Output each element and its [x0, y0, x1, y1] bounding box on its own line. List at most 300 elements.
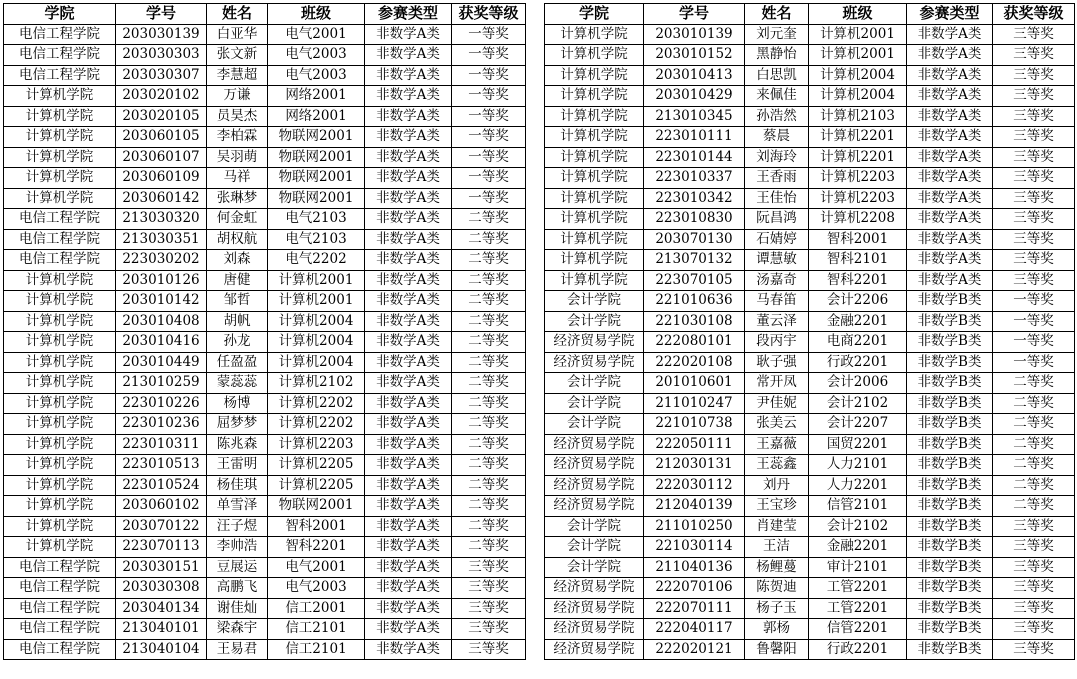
cell-name: 任盈盈 — [207, 352, 268, 373]
cell-name: 董云泽 — [745, 311, 809, 332]
cell-name: 鲁馨阳 — [745, 639, 809, 660]
cell-contest-type: 非数学A类 — [365, 516, 452, 537]
table-row — [4, 352, 526, 373]
cell-contest-type: 非数学A类 — [365, 373, 452, 394]
cell-name: 谢佳灿 — [207, 598, 268, 619]
cell-award-level: 三等奖 — [993, 65, 1075, 86]
cell-class: 会计2006 — [809, 373, 907, 394]
table-row — [545, 188, 1075, 209]
cell-class: 物联网2001 — [268, 496, 365, 517]
cell-award-level: 三等奖 — [993, 168, 1075, 189]
cell-name: 王雷明 — [207, 455, 268, 476]
cell-award-level: 一等奖 — [452, 147, 526, 168]
cell-contest-type: 非数学B类 — [907, 598, 993, 619]
cell-contest-type: 非数学A类 — [365, 578, 452, 599]
cell-college: 经济贸易学院 — [545, 598, 644, 619]
table-row — [4, 393, 526, 414]
cell-college: 计算机学院 — [545, 270, 644, 291]
cell-class: 计算机2004 — [268, 352, 365, 373]
header-award-level: 获奖等级 — [993, 4, 1075, 25]
cell-college: 会计学院 — [545, 311, 644, 332]
cell-name: 杨鲤蔓 — [745, 557, 809, 578]
cell-contest-type: 非数学A类 — [365, 250, 452, 271]
cell-college: 会计学院 — [545, 537, 644, 558]
cell-college: 计算机学院 — [545, 147, 644, 168]
cell-class: 计算机2205 — [268, 455, 365, 476]
award-table-left — [3, 3, 526, 660]
cell-award-level: 三等奖 — [993, 250, 1075, 271]
cell-class: 会计2102 — [809, 393, 907, 414]
cell-award-level: 三等奖 — [993, 578, 1075, 599]
cell-contest-type: 非数学A类 — [907, 24, 993, 45]
cell-student-id: 223010236 — [116, 414, 207, 435]
cell-student-id: 203070122 — [116, 516, 207, 537]
cell-class: 电气2202 — [268, 250, 365, 271]
table-row — [4, 434, 526, 455]
cell-student-id: 221010738 — [644, 414, 745, 435]
cell-award-level: 一等奖 — [452, 86, 526, 107]
cell-award-level: 三等奖 — [993, 188, 1075, 209]
cell-college: 经济贸易学院 — [545, 455, 644, 476]
cell-college: 电信工程学院 — [4, 557, 116, 578]
cell-contest-type: 非数学A类 — [365, 106, 452, 127]
table-row — [545, 291, 1075, 312]
cell-student-id: 213070132 — [644, 250, 745, 271]
header-college: 学院 — [4, 4, 116, 25]
cell-class: 电气2003 — [268, 45, 365, 66]
cell-student-id: 222050111 — [644, 434, 745, 455]
cell-contest-type: 非数学B类 — [907, 537, 993, 558]
cell-student-id: 203010449 — [116, 352, 207, 373]
cell-class: 计算机2203 — [268, 434, 365, 455]
cell-class: 电气2001 — [268, 24, 365, 45]
table-row — [545, 537, 1075, 558]
cell-class: 计算机2201 — [809, 147, 907, 168]
cell-award-level: 二等奖 — [452, 393, 526, 414]
table-row — [4, 578, 526, 599]
cell-contest-type: 非数学A类 — [365, 24, 452, 45]
cell-name: 高鹏飞 — [207, 578, 268, 599]
cell-student-id: 221030114 — [644, 537, 745, 558]
cell-college: 计算机学院 — [545, 188, 644, 209]
cell-class: 人力2101 — [809, 455, 907, 476]
table-row — [545, 229, 1075, 250]
cell-student-id: 203030303 — [116, 45, 207, 66]
cell-student-id: 223010111 — [644, 127, 745, 148]
cell-student-id: 223010830 — [644, 209, 745, 230]
cell-class: 物联网2001 — [268, 168, 365, 189]
cell-student-id: 211010247 — [644, 393, 745, 414]
table-row — [4, 414, 526, 435]
cell-student-id: 203070130 — [644, 229, 745, 250]
table-row — [545, 209, 1075, 230]
cell-award-level: 一等奖 — [452, 24, 526, 45]
cell-student-id: 223010524 — [116, 475, 207, 496]
table-row — [545, 311, 1075, 332]
table-row — [545, 373, 1075, 394]
cell-student-id: 213010259 — [116, 373, 207, 394]
cell-class: 计算机2001 — [809, 45, 907, 66]
cell-contest-type: 非数学A类 — [365, 598, 452, 619]
cell-award-level: 三等奖 — [993, 557, 1075, 578]
cell-college: 计算机学院 — [4, 414, 116, 435]
cell-contest-type: 非数学A类 — [365, 639, 452, 660]
header-class: 班级 — [268, 4, 365, 25]
cell-name: 陈兆森 — [207, 434, 268, 455]
cell-student-id: 203030139 — [116, 24, 207, 45]
table-row — [4, 475, 526, 496]
cell-class: 审计2101 — [809, 557, 907, 578]
cell-award-level: 一等奖 — [452, 127, 526, 148]
table-row — [4, 516, 526, 537]
cell-award-level: 二等奖 — [993, 393, 1075, 414]
header-row — [4, 4, 526, 25]
cell-award-level: 二等奖 — [452, 250, 526, 271]
cell-name: 何金虹 — [207, 209, 268, 230]
cell-award-level: 一等奖 — [993, 352, 1075, 373]
cell-award-level: 三等奖 — [452, 639, 526, 660]
table-row — [545, 414, 1075, 435]
cell-contest-type: 非数学A类 — [365, 270, 452, 291]
cell-college: 计算机学院 — [545, 209, 644, 230]
table-row — [4, 332, 526, 353]
cell-class: 网络2001 — [268, 86, 365, 107]
header-name: 姓名 — [207, 4, 268, 25]
cell-name: 员昊杰 — [207, 106, 268, 127]
cell-award-level: 一等奖 — [993, 332, 1075, 353]
cell-class: 智科2001 — [268, 516, 365, 537]
header-contest-type: 参赛类型 — [907, 4, 993, 25]
cell-class: 计算机2001 — [268, 291, 365, 312]
cell-contest-type: 非数学B类 — [907, 619, 993, 640]
cell-college: 计算机学院 — [545, 168, 644, 189]
cell-award-level: 三等奖 — [993, 598, 1075, 619]
cell-award-level: 二等奖 — [452, 414, 526, 435]
cell-student-id: 213030320 — [116, 209, 207, 230]
cell-college: 会计学院 — [545, 291, 644, 312]
cell-name: 常开凤 — [745, 373, 809, 394]
cell-college: 计算机学院 — [4, 393, 116, 414]
cell-class: 计算机2001 — [268, 270, 365, 291]
cell-name: 王蕊鑫 — [745, 455, 809, 476]
cell-class: 计算机2202 — [268, 414, 365, 435]
table-row — [545, 250, 1075, 271]
cell-college: 计算机学院 — [4, 311, 116, 332]
cell-contest-type: 非数学A类 — [365, 557, 452, 578]
cell-name: 白思凯 — [745, 65, 809, 86]
cell-student-id: 223010337 — [644, 168, 745, 189]
cell-class: 会计2207 — [809, 414, 907, 435]
cell-contest-type: 非数学B类 — [907, 639, 993, 660]
table-row — [4, 619, 526, 640]
table-row — [545, 434, 1075, 455]
cell-college: 电信工程学院 — [4, 65, 116, 86]
cell-student-id: 203010152 — [644, 45, 745, 66]
cell-student-id: 201010601 — [644, 373, 745, 394]
cell-class: 信工2001 — [268, 598, 365, 619]
header-student-id: 学号 — [644, 4, 745, 25]
cell-name: 梁森宇 — [207, 619, 268, 640]
cell-class: 信管2201 — [809, 619, 907, 640]
cell-student-id: 203010142 — [116, 291, 207, 312]
cell-student-id: 211010250 — [644, 516, 745, 537]
table-row — [545, 45, 1075, 66]
cell-name: 孙龙 — [207, 332, 268, 353]
cell-contest-type: 非数学A类 — [907, 250, 993, 271]
cell-name: 耿子强 — [745, 352, 809, 373]
table-row — [4, 496, 526, 517]
cell-class: 金融2201 — [809, 311, 907, 332]
cell-college: 计算机学院 — [545, 45, 644, 66]
cell-name: 刘森 — [207, 250, 268, 271]
cell-name: 王佳怡 — [745, 188, 809, 209]
table-row — [545, 332, 1075, 353]
cell-college: 会计学院 — [545, 557, 644, 578]
cell-student-id: 203020105 — [116, 106, 207, 127]
cell-contest-type: 非数学A类 — [365, 168, 452, 189]
cell-name: 谭慧敏 — [745, 250, 809, 271]
cell-college: 计算机学院 — [4, 291, 116, 312]
cell-contest-type: 非数学B类 — [907, 291, 993, 312]
table-row — [4, 373, 526, 394]
cell-name: 单雪泽 — [207, 496, 268, 517]
cell-award-level: 二等奖 — [452, 373, 526, 394]
cell-class: 人力2201 — [809, 475, 907, 496]
header-college: 学院 — [545, 4, 644, 25]
table-row — [4, 311, 526, 332]
cell-college: 经济贸易学院 — [545, 639, 644, 660]
cell-college: 计算机学院 — [4, 86, 116, 107]
cell-class: 计算机2004 — [809, 65, 907, 86]
table-row — [545, 598, 1075, 619]
cell-contest-type: 非数学A类 — [365, 127, 452, 148]
cell-class: 计算机2201 — [809, 127, 907, 148]
cell-award-level: 三等奖 — [993, 639, 1075, 660]
table-row — [545, 393, 1075, 414]
cell-name: 张文新 — [207, 45, 268, 66]
cell-award-level: 二等奖 — [452, 209, 526, 230]
cell-student-id: 203010408 — [116, 311, 207, 332]
table-row — [4, 270, 526, 291]
cell-class: 计算机2203 — [809, 188, 907, 209]
header-student-id: 学号 — [116, 4, 207, 25]
cell-contest-type: 非数学A类 — [365, 45, 452, 66]
cell-contest-type: 非数学B类 — [907, 516, 993, 537]
cell-student-id: 223070105 — [644, 270, 745, 291]
cell-contest-type: 非数学A类 — [365, 496, 452, 517]
cell-student-id: 223010226 — [116, 393, 207, 414]
cell-name: 马祥 — [207, 168, 268, 189]
cell-contest-type: 非数学B类 — [907, 475, 993, 496]
table-row — [545, 106, 1075, 127]
header-award-level: 获奖等级 — [452, 4, 526, 25]
table-row — [545, 127, 1075, 148]
cell-college: 电信工程学院 — [4, 209, 116, 230]
table-row — [545, 496, 1075, 517]
table-row — [4, 250, 526, 271]
cell-class: 计算机2102 — [268, 373, 365, 394]
cell-class: 电气2103 — [268, 209, 365, 230]
cell-student-id: 222040117 — [644, 619, 745, 640]
cell-award-level: 二等奖 — [452, 455, 526, 476]
cell-class: 计算机2001 — [809, 24, 907, 45]
cell-contest-type: 非数学B类 — [907, 393, 993, 414]
cell-college: 经济贸易学院 — [545, 332, 644, 353]
cell-class: 计算机2004 — [268, 311, 365, 332]
table-row — [545, 516, 1075, 537]
cell-award-level: 三等奖 — [993, 147, 1075, 168]
cell-class: 计算机2208 — [809, 209, 907, 230]
cell-college: 经济贸易学院 — [545, 578, 644, 599]
cell-name: 肖建莹 — [745, 516, 809, 537]
cell-name: 王宝珍 — [745, 496, 809, 517]
cell-name: 王嘉薇 — [745, 434, 809, 455]
cell-award-level: 三等奖 — [993, 537, 1075, 558]
cell-class: 工管2201 — [809, 578, 907, 599]
cell-college: 电信工程学院 — [4, 24, 116, 45]
table-row — [4, 147, 526, 168]
table-row — [545, 475, 1075, 496]
cell-college: 电信工程学院 — [4, 229, 116, 250]
cell-award-level: 三等奖 — [993, 270, 1075, 291]
cell-student-id: 222020121 — [644, 639, 745, 660]
cell-class: 计算机2103 — [809, 106, 907, 127]
table-row — [545, 147, 1075, 168]
cell-name: 杨博 — [207, 393, 268, 414]
cell-award-level: 三等奖 — [993, 209, 1075, 230]
cell-class: 智科2001 — [809, 229, 907, 250]
table-row — [4, 86, 526, 107]
cell-award-level: 三等奖 — [993, 45, 1075, 66]
cell-student-id: 213040104 — [116, 639, 207, 660]
cell-contest-type: 非数学B类 — [907, 373, 993, 394]
cell-student-id: 203060105 — [116, 127, 207, 148]
cell-college: 电信工程学院 — [4, 250, 116, 271]
cell-contest-type: 非数学A类 — [365, 291, 452, 312]
cell-student-id: 203010413 — [644, 65, 745, 86]
cell-college: 电信工程学院 — [4, 639, 116, 660]
cell-class: 会计2102 — [809, 516, 907, 537]
cell-contest-type: 非数学A类 — [365, 475, 452, 496]
cell-contest-type: 非数学A类 — [907, 229, 993, 250]
cell-award-level: 一等奖 — [993, 291, 1075, 312]
cell-student-id: 203060142 — [116, 188, 207, 209]
cell-name: 王香雨 — [745, 168, 809, 189]
cell-student-id: 203030308 — [116, 578, 207, 599]
cell-award-level: 一等奖 — [993, 311, 1075, 332]
cell-student-id: 203040134 — [116, 598, 207, 619]
cell-award-level: 二等奖 — [452, 332, 526, 353]
table-row — [545, 639, 1075, 660]
cell-award-level: 二等奖 — [993, 496, 1075, 517]
cell-contest-type: 非数学A类 — [907, 86, 993, 107]
cell-student-id: 223070113 — [116, 537, 207, 558]
cell-student-id: 203060102 — [116, 496, 207, 517]
cell-class: 智科2101 — [809, 250, 907, 271]
cell-name: 郭杨 — [745, 619, 809, 640]
cell-award-level: 三等奖 — [993, 619, 1075, 640]
cell-college: 经济贸易学院 — [545, 496, 644, 517]
table-row — [4, 127, 526, 148]
cell-name: 吴羽萌 — [207, 147, 268, 168]
cell-student-id: 223010513 — [116, 455, 207, 476]
table-row — [545, 86, 1075, 107]
table-row — [545, 578, 1075, 599]
cell-class: 信工2101 — [268, 619, 365, 640]
cell-student-id: 223030202 — [116, 250, 207, 271]
cell-award-level: 二等奖 — [993, 414, 1075, 435]
cell-college: 计算机学院 — [4, 516, 116, 537]
cell-class: 电商2201 — [809, 332, 907, 353]
cell-student-id: 222070106 — [644, 578, 745, 599]
cell-name: 王易君 — [207, 639, 268, 660]
cell-student-id: 203020102 — [116, 86, 207, 107]
cell-award-level: 三等奖 — [452, 557, 526, 578]
cell-student-id: 222030112 — [644, 475, 745, 496]
cell-contest-type: 非数学A类 — [365, 537, 452, 558]
cell-college: 经济贸易学院 — [545, 352, 644, 373]
cell-award-level: 二等奖 — [452, 537, 526, 558]
cell-award-level: 三等奖 — [993, 127, 1075, 148]
cell-college: 会计学院 — [545, 393, 644, 414]
table-row — [4, 598, 526, 619]
cell-contest-type: 非数学B类 — [907, 311, 993, 332]
cell-college: 计算机学院 — [545, 229, 644, 250]
cell-class: 电气2001 — [268, 557, 365, 578]
cell-contest-type: 非数学B类 — [907, 434, 993, 455]
cell-contest-type: 非数学A类 — [907, 127, 993, 148]
cell-class: 工管2201 — [809, 598, 907, 619]
table-row — [545, 455, 1075, 476]
cell-name: 李慧超 — [207, 65, 268, 86]
cell-class: 计算机2004 — [809, 86, 907, 107]
cell-student-id: 203060109 — [116, 168, 207, 189]
cell-contest-type: 非数学A类 — [365, 311, 452, 332]
cell-college: 经济贸易学院 — [545, 434, 644, 455]
cell-award-level: 二等奖 — [452, 229, 526, 250]
cell-name: 尹佳妮 — [745, 393, 809, 414]
cell-name: 阮昌鸿 — [745, 209, 809, 230]
cell-student-id: 203030151 — [116, 557, 207, 578]
cell-class: 信管2101 — [809, 496, 907, 517]
cell-award-level: 二等奖 — [452, 516, 526, 537]
cell-student-id: 203010416 — [116, 332, 207, 353]
cell-contest-type: 非数学A类 — [907, 188, 993, 209]
table-row — [4, 106, 526, 127]
cell-student-id: 203030307 — [116, 65, 207, 86]
cell-contest-type: 非数学A类 — [907, 209, 993, 230]
cell-award-level: 三等奖 — [993, 516, 1075, 537]
cell-name: 白亚华 — [207, 24, 268, 45]
cell-student-id: 203010139 — [644, 24, 745, 45]
cell-college: 计算机学院 — [4, 496, 116, 517]
cell-class: 电气2003 — [268, 65, 365, 86]
cell-student-id: 221030108 — [644, 311, 745, 332]
cell-college: 计算机学院 — [4, 352, 116, 373]
cell-college: 计算机学院 — [4, 147, 116, 168]
cell-name: 唐健 — [207, 270, 268, 291]
cell-contest-type: 非数学A类 — [365, 414, 452, 435]
table-row — [4, 65, 526, 86]
table-row — [545, 619, 1075, 640]
cell-student-id: 223010342 — [644, 188, 745, 209]
table-row — [4, 455, 526, 476]
cell-contest-type: 非数学A类 — [365, 455, 452, 476]
cell-contest-type: 非数学B类 — [907, 557, 993, 578]
cell-name: 来佩佳 — [745, 86, 809, 107]
cell-college: 计算机学院 — [4, 127, 116, 148]
table-row — [4, 557, 526, 578]
